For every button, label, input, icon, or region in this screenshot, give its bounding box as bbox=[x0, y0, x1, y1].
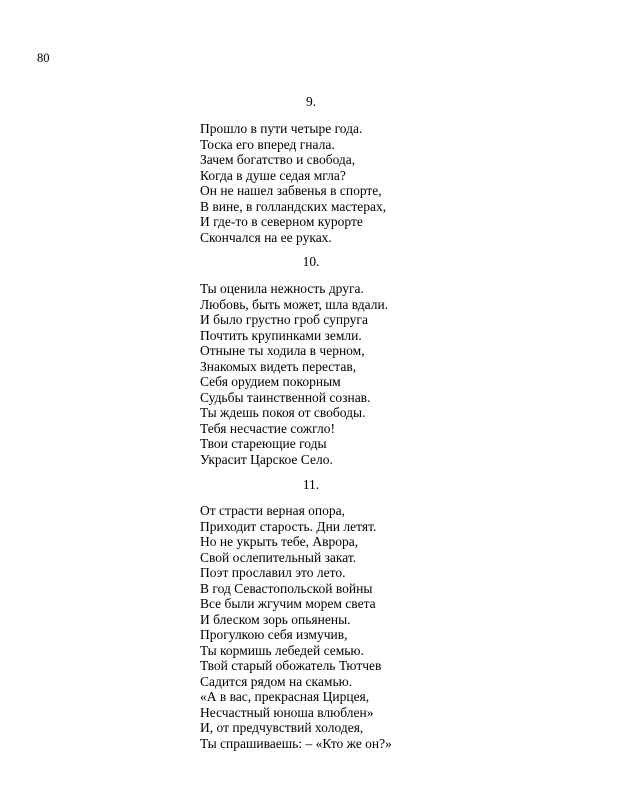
verse-line: Все были жгучим морем света bbox=[200, 596, 376, 611]
stanza-10 bbox=[200, 281, 460, 467]
verse-line: Он не нашел забвенья в спорте, bbox=[200, 183, 382, 198]
verse-line: Ты кормишь лебедей семью. bbox=[200, 642, 364, 658]
stanza-9-number: 9. bbox=[305, 94, 317, 109]
stanza-10-number: 10. bbox=[302, 254, 320, 269]
verse-line: Скончался на ее руках. bbox=[200, 229, 332, 245]
verse-line: Зачем богатство и свобода, bbox=[200, 152, 356, 167]
verse-line: Несчастный юноша влюблен» bbox=[200, 704, 374, 720]
verse-line: Украсит Царское Село. bbox=[200, 451, 333, 467]
verse-line: Свой ослепительный закат. bbox=[200, 549, 357, 565]
verse-line: И блеском зорь опьянены. bbox=[200, 611, 351, 627]
verse-line: Себя орудием покорным bbox=[200, 374, 341, 389]
verse-line: Судьбы таинственной сознав. bbox=[200, 389, 371, 405]
verse-line: Почтить крупинками земли. bbox=[200, 327, 362, 343]
verse-line: Тоска его вперед гнала. bbox=[200, 136, 335, 152]
verse-line: В вине, в голландских мастерах, bbox=[200, 198, 387, 214]
verse-line: И, от предчувствий холодея, bbox=[200, 720, 364, 735]
stanza-11 bbox=[200, 503, 460, 751]
verse-line: Ты оценила нежность друга. bbox=[200, 281, 364, 296]
verse-line: Твой старый обожатель Тютчев bbox=[200, 658, 382, 673]
verse-line: И было грустно гроб супруга bbox=[200, 312, 368, 327]
verse-line: Садится рядом на скамью. bbox=[200, 673, 353, 689]
verse-line: Прошло в пути четыре года. bbox=[200, 121, 363, 136]
verse-line: Прогулкою себя измучив, bbox=[200, 627, 348, 642]
verse-line: Любовь, быть может, шла вдали. bbox=[200, 296, 389, 312]
verse-line: Но не укрыть тебе, Аврора, bbox=[200, 534, 359, 549]
verse-line: И где-то в северном курорте bbox=[200, 214, 363, 229]
verse-line: Ты спрашиваешь: – «Кто же он?» bbox=[200, 735, 392, 751]
verse-line: Знакомых видеть перестав, bbox=[200, 358, 357, 374]
verse-line: Ты ждешь покоя от свободы. bbox=[200, 405, 366, 420]
stanza-11-number: 11. bbox=[302, 477, 320, 492]
verse-line: Твои стареющие годы bbox=[200, 436, 327, 451]
verse-line: «А в вас, прекрасная Цирцея, bbox=[200, 689, 370, 704]
verse-line: Отныне ты ходила в черном, bbox=[200, 343, 365, 358]
verse-line: Тебя несчастие сожгло! bbox=[200, 420, 335, 436]
verse-line: В год Севастопольской войны bbox=[200, 580, 373, 596]
verse-line: Когда в душе седая мгла? bbox=[200, 167, 346, 183]
page-number: 80 bbox=[37, 51, 50, 65]
stanza-9 bbox=[200, 121, 460, 245]
verse-line: Приходит старость. Дни летят. bbox=[200, 518, 377, 534]
verse-line: Поэт прославил это лето. bbox=[200, 565, 346, 580]
verse-line: От страсти верная опора, bbox=[200, 503, 345, 518]
